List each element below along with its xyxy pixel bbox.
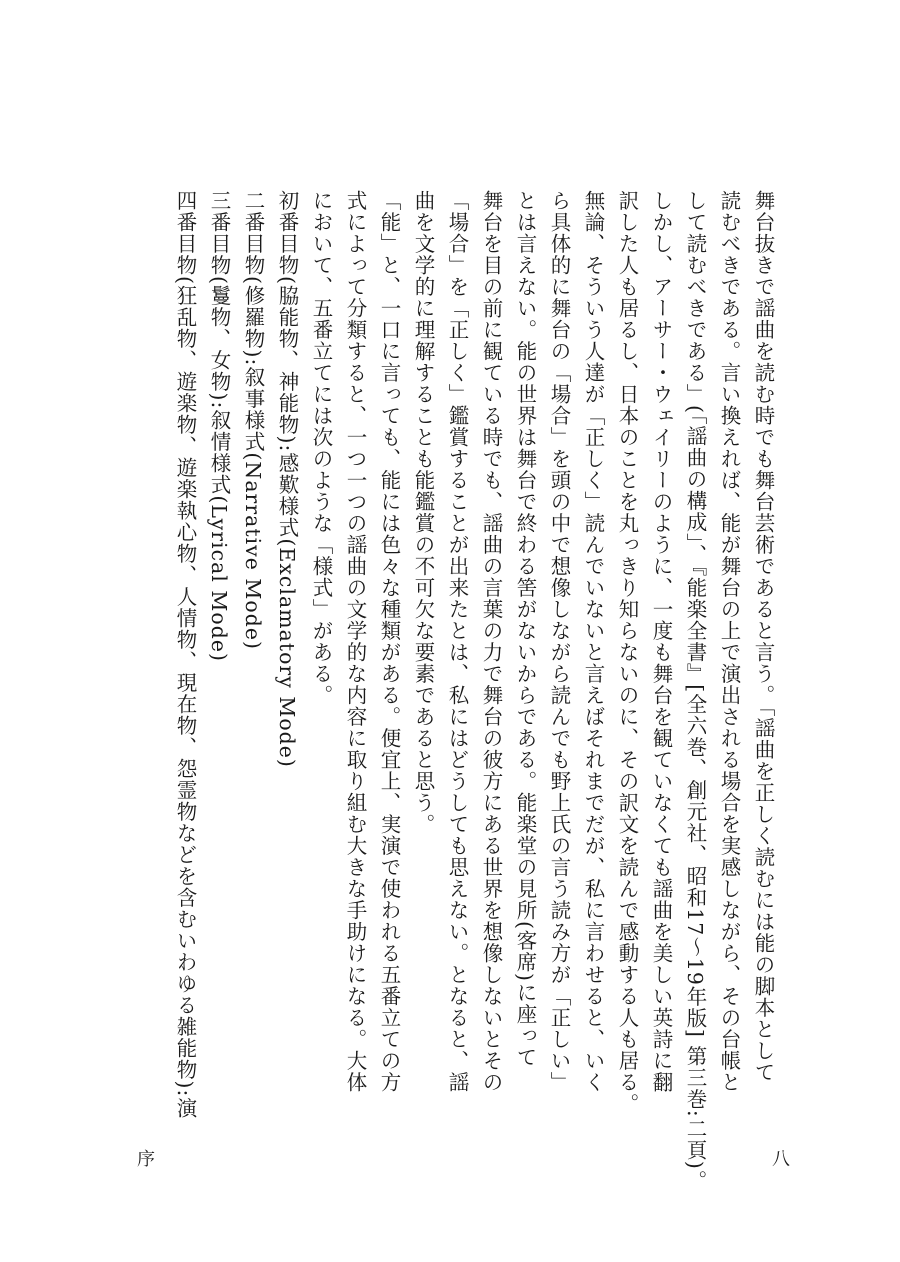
text-line: 初番目物(脇能物、神能物):感歎様式(Exclamatory Mode) xyxy=(275,190,299,768)
text-line: 舞台を目の前に観ている時でも、謡曲の言葉の力で舞台の彼方にある世界を想像しないとその xyxy=(479,190,503,1093)
text-line: 無論、そういう人達が「正しく」読んでいないと言えばそれまでだが、私に言わせると、いく xyxy=(581,190,605,1093)
text-line: 曲を文学的に理解することも能鑑賞の不可欠な要素であると思う。 xyxy=(411,190,435,835)
folio-right: 八 xyxy=(772,1149,790,1170)
text-line: とは言えない。能の世界は舞台で終わる筈がないからである。能楽堂の見所(客席)に座って xyxy=(513,190,537,1068)
text-line: ら具体的に舞台の「場合」を頭の中で想像しながら読んでも野上氏の言う読み方が「正しい」 xyxy=(547,190,571,1093)
text-line: 「場合」を「正しく」鑑賞することが出来たとは、私にはどうしても思えない。となると、謡 xyxy=(445,190,469,1093)
text-line: 式によって分類すると、一つ一つの謡曲の文学的な内容に取り組む大きな手助けになる。大体 xyxy=(343,190,367,1093)
text-line: 舞台抜きで謡曲を読む時でも舞台芸術であると言う。「謡曲を正しく読むには能の脚本として xyxy=(751,190,775,1083)
text-line: しかし、アーサー・ウェイリーのように、一度も舞台を観ていなくても謡曲を美しい英詩に翻 xyxy=(649,190,673,1093)
text-line: 読むべきである。言い換えれば、能が舞台の上で演出される場合を実感しながら、その台帳と xyxy=(717,190,741,1093)
text-line: 三番目物(鬘物、女物):叙情様式(Lyrical Mode) xyxy=(207,190,231,662)
text-line: 二番目物(修羅物):叙事様式(Narrative Mode) xyxy=(241,190,265,650)
text-line: において、五番立てには次のような「様式」がある。 xyxy=(309,190,333,706)
folio-left: 序 xyxy=(137,1149,155,1170)
text-line: 訳した人も居るし、日本のことを丸っきり知らないのに、その訳文を読んで感動する人も居る。 xyxy=(615,190,639,1115)
text-line: 「能」と、一口に言っても、能には色々な種類がある。便宜上、実演で使われる五番立ての方 xyxy=(377,190,401,1093)
text-line: 四番目物(狂乱物、遊楽物、遊楽執心物、人情物、現在物、怨霊物などを含むいわゆる雑能物):演 xyxy=(173,190,197,1119)
text-line: して読むべきである」(「謡曲の構成」、『能楽全書』[全六巻、創元社、昭和17〜19年版] 第三巻:二頁)。 xyxy=(683,190,707,1192)
body-text xyxy=(120,190,780,1192)
